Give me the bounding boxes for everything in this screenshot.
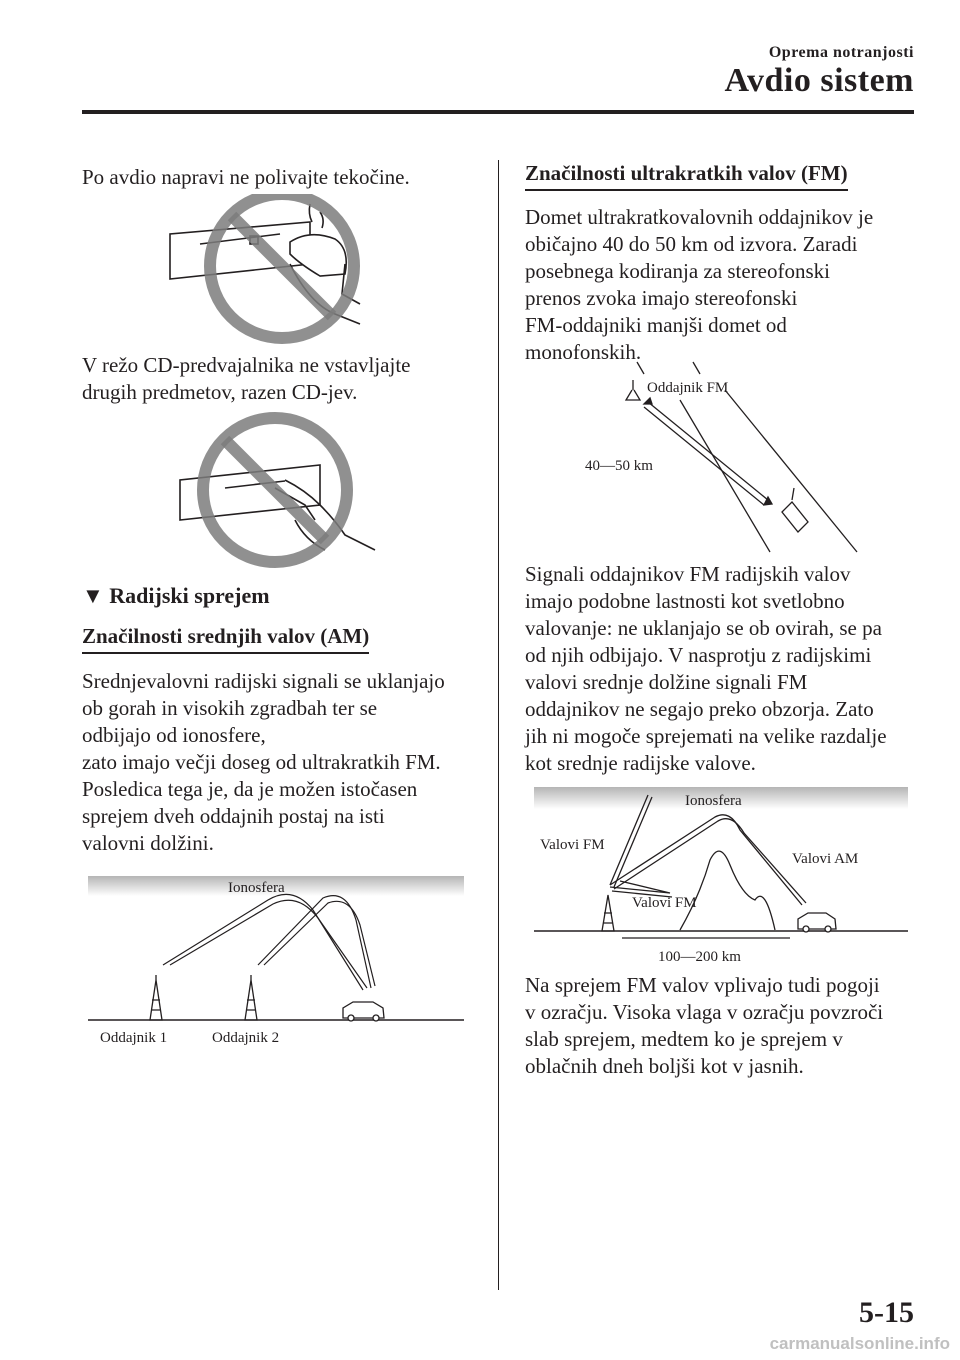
fm-transmitter-label: Oddajnik FM [647,380,729,396]
distance-label-2: 100—200 km [658,949,741,965]
page-title: Avdio sistem [724,62,914,99]
fm-description-1: Domet ultrakratkovalovnih oddajnikov je običajno 40 do 50 km od izvora. Zaradi posebnega kodiranja za stereofonski prenos zvoka imajo stereofonski FM-oddajniki manjši domet od monofonskih. [525,205,874,364]
header-section: Oprema notranjosti [768,44,914,61]
fm-range-diagram [580,360,870,560]
no-liquids-illustration [160,194,400,344]
header-rule [82,110,914,114]
car-icon-2 [798,913,836,932]
am-waves-label: Valovi AM [792,851,859,867]
warning-liquids-text: Po avdio napravi ne polivajte tekočine. [82,165,410,189]
fm-waves-top-label: Valovi FM [540,837,605,853]
triangle-marker-icon: ▼ [82,583,104,608]
am-description: Srednjevalovni radijski signali se uklanjajo ob gorah in visokih zgradbah ter se odbijajo od ionosfere, zato imajo večji doseg od ultrakratkih FM. Posledica tega je, da je možen istočasen sprejem dveh oddajnih postaj na isti valovni dolžini. [82,669,445,855]
am-heading: Značilnosti srednjih valov (AM) [82,624,369,654]
am-wave-diagram [88,870,468,1050]
fm-description-2: Signali oddajnikov FM radijskih valov imajo podobne lastnosti kot svetlobno valovanje: ne uklanjajo se ob ovirah, se pa od njih odbijajo. V nasprotju z radijskimi valovi srednje dolžine signali FM oddajnikov ne segajo preko obzorja. Zato jih ni mogoče sprejemati na velike razdalje kot srednje radijske valove. [525,562,887,775]
transmitter-2-icon [245,975,257,1020]
fm-description-3: Na sprejem FM valov vplivajo tudi pogoji v ozračju. Visoka vlaga v ozračju povzroči slab sprejem, medtem ko je sprejem v oblačnih dneh boljši kot v jasnih. [525,973,884,1078]
fm-waves-bottom-label: Valovi FM [632,895,697,911]
page-number: 5-15 [859,1296,914,1329]
transmitter-1-icon [150,975,162,1020]
ionosphere-label: Ionosfera [228,880,285,896]
fm-am-comparison-diagram [530,785,910,970]
car-icon [343,1002,384,1021]
car-icon-fm [782,488,808,532]
fm-heading: Značilnosti ultrakratkih valov (FM) [525,161,848,191]
radio-reception-heading: ▼ Radijski sprejem [82,583,270,608]
no-foreign-objects-illustration [165,410,395,570]
transmitter-2-label: Oddajnik 2 [212,1030,280,1046]
ionosphere-label-2: Ionosfera [685,793,742,809]
watermark: carmanualsonline.info [769,1334,950,1353]
fm-distance-label: 40—50 km [585,458,653,474]
transmitter-1-label: Oddajnik 1 [100,1030,168,1046]
column-divider [498,160,499,1290]
transmitter-icon-2 [602,895,614,931]
warning-cd-slot-text: V režo CD-predvajalnika ne vstavljajte drugih predmetov, razen CD-jev. [82,353,411,404]
